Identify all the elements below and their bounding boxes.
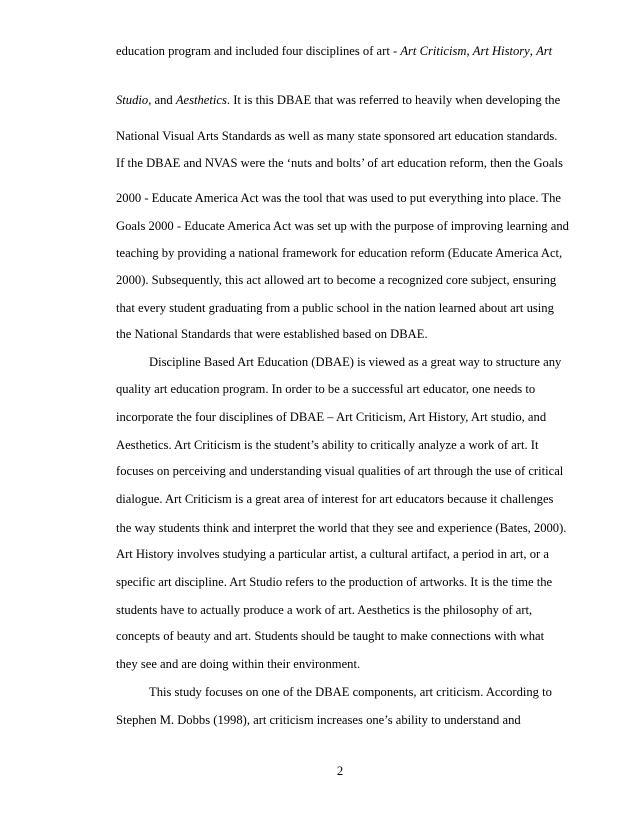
text-line bbox=[149, 684, 552, 700]
text-line bbox=[116, 602, 532, 618]
text-line bbox=[116, 128, 557, 144]
text-segment: specific art discipline. Art Studio refers to the production of artworks. It is the time the bbox=[116, 575, 553, 589]
text-segment: quality art education program. In order to be a successful art educator, one needs to bbox=[116, 382, 536, 396]
text-line bbox=[116, 43, 552, 59]
text-line bbox=[116, 272, 556, 288]
text-segment: Discipline Based Art Education (DBAE) is viewed as a great way to structure any bbox=[149, 355, 562, 369]
text-line bbox=[116, 218, 569, 234]
text-segment: concepts of beauty and art. Students should be taught to make connections with what bbox=[116, 629, 545, 643]
text-line bbox=[116, 628, 544, 644]
italic-term: Studio bbox=[116, 93, 149, 107]
text-segment: focuses on perceiving and understanding visual qualities of art through the use of critical bbox=[116, 464, 564, 478]
text-segment: , and bbox=[148, 93, 176, 107]
text-segment: , bbox=[529, 44, 537, 58]
text-segment: education program and included four disciplines of art - bbox=[116, 44, 401, 58]
italic-term: Art History bbox=[472, 44, 530, 58]
text-segment: This study focuses on one of the DBAE components, art criticism. According to bbox=[149, 685, 552, 699]
text-segment: teaching by providing a national framework for education reform (Educate America Act, bbox=[116, 246, 563, 260]
text-segment: Goals 2000 - Educate America Act was set up with the purpose of improving learning and bbox=[116, 219, 569, 233]
text-segment: 2000 - Educate America Act was the tool that was used to put everything into place. The bbox=[116, 191, 561, 205]
text-segment: National Visual Arts Standards as well as many state sponsored art education standards. bbox=[116, 129, 558, 143]
text-line bbox=[116, 155, 563, 171]
text-segment: If the DBAE and NVAS were the ‘nuts and bolts’ of art education reform, then the Goals bbox=[116, 156, 563, 170]
text-line bbox=[116, 300, 554, 316]
text-segment: Stephen M. Dobbs (1998), art criticism increases one’s ability to understand and bbox=[116, 713, 521, 727]
text-segment: Art History involves studying a particular artist, a cultural artifact, a period in art, or a bbox=[116, 547, 549, 561]
italic-term: Art bbox=[536, 44, 553, 58]
text-line bbox=[116, 520, 566, 536]
text-segment: they see and are doing within their environment. bbox=[116, 657, 361, 671]
text-line bbox=[116, 92, 560, 108]
text-line bbox=[116, 463, 563, 479]
page-number: 2 bbox=[336, 764, 344, 778]
text-segment: the National Standards that were established based on DBAE. bbox=[116, 327, 428, 341]
text-line bbox=[116, 381, 535, 397]
text-line bbox=[116, 546, 549, 562]
text-segment: . It is this DBAE that was referred to heavily when developing the bbox=[226, 93, 561, 107]
text-line bbox=[116, 190, 561, 206]
text-line bbox=[116, 574, 552, 590]
italic-term: Art Criticism bbox=[400, 44, 467, 58]
text-segment: the way students think and interpret the world that they see and experience (Bates, 2000). bbox=[116, 521, 567, 535]
text-segment: 2000). Subsequently, this act allowed art to become a recognized core subject, ensuring bbox=[116, 273, 557, 287]
text-line bbox=[149, 354, 561, 370]
text-line bbox=[116, 245, 562, 261]
text-line bbox=[116, 437, 539, 453]
italic-term: Aesthetics bbox=[175, 93, 227, 107]
text-line bbox=[116, 326, 428, 342]
text-segment: , bbox=[466, 44, 473, 58]
text-segment: Aesthetics. Art Criticism is the student’s ability to critically analyze a work of art. It bbox=[116, 438, 539, 452]
text-segment: students have to actually produce a work of art. Aesthetics is the philosophy of art, bbox=[116, 603, 533, 617]
text-line bbox=[116, 409, 546, 425]
text-segment: that every student graduating from a public school in the nation learned about art using bbox=[116, 301, 554, 315]
text-line bbox=[116, 656, 360, 672]
text-segment: incorporate the four disciplines of DBAE – Art Criticism, Art History, Art studio, and bbox=[116, 410, 547, 424]
text-line bbox=[116, 491, 553, 507]
text-line bbox=[116, 712, 521, 728]
text-segment: dialogue. Art Criticism is a great area of interest for art educators because it challenges bbox=[116, 492, 554, 506]
